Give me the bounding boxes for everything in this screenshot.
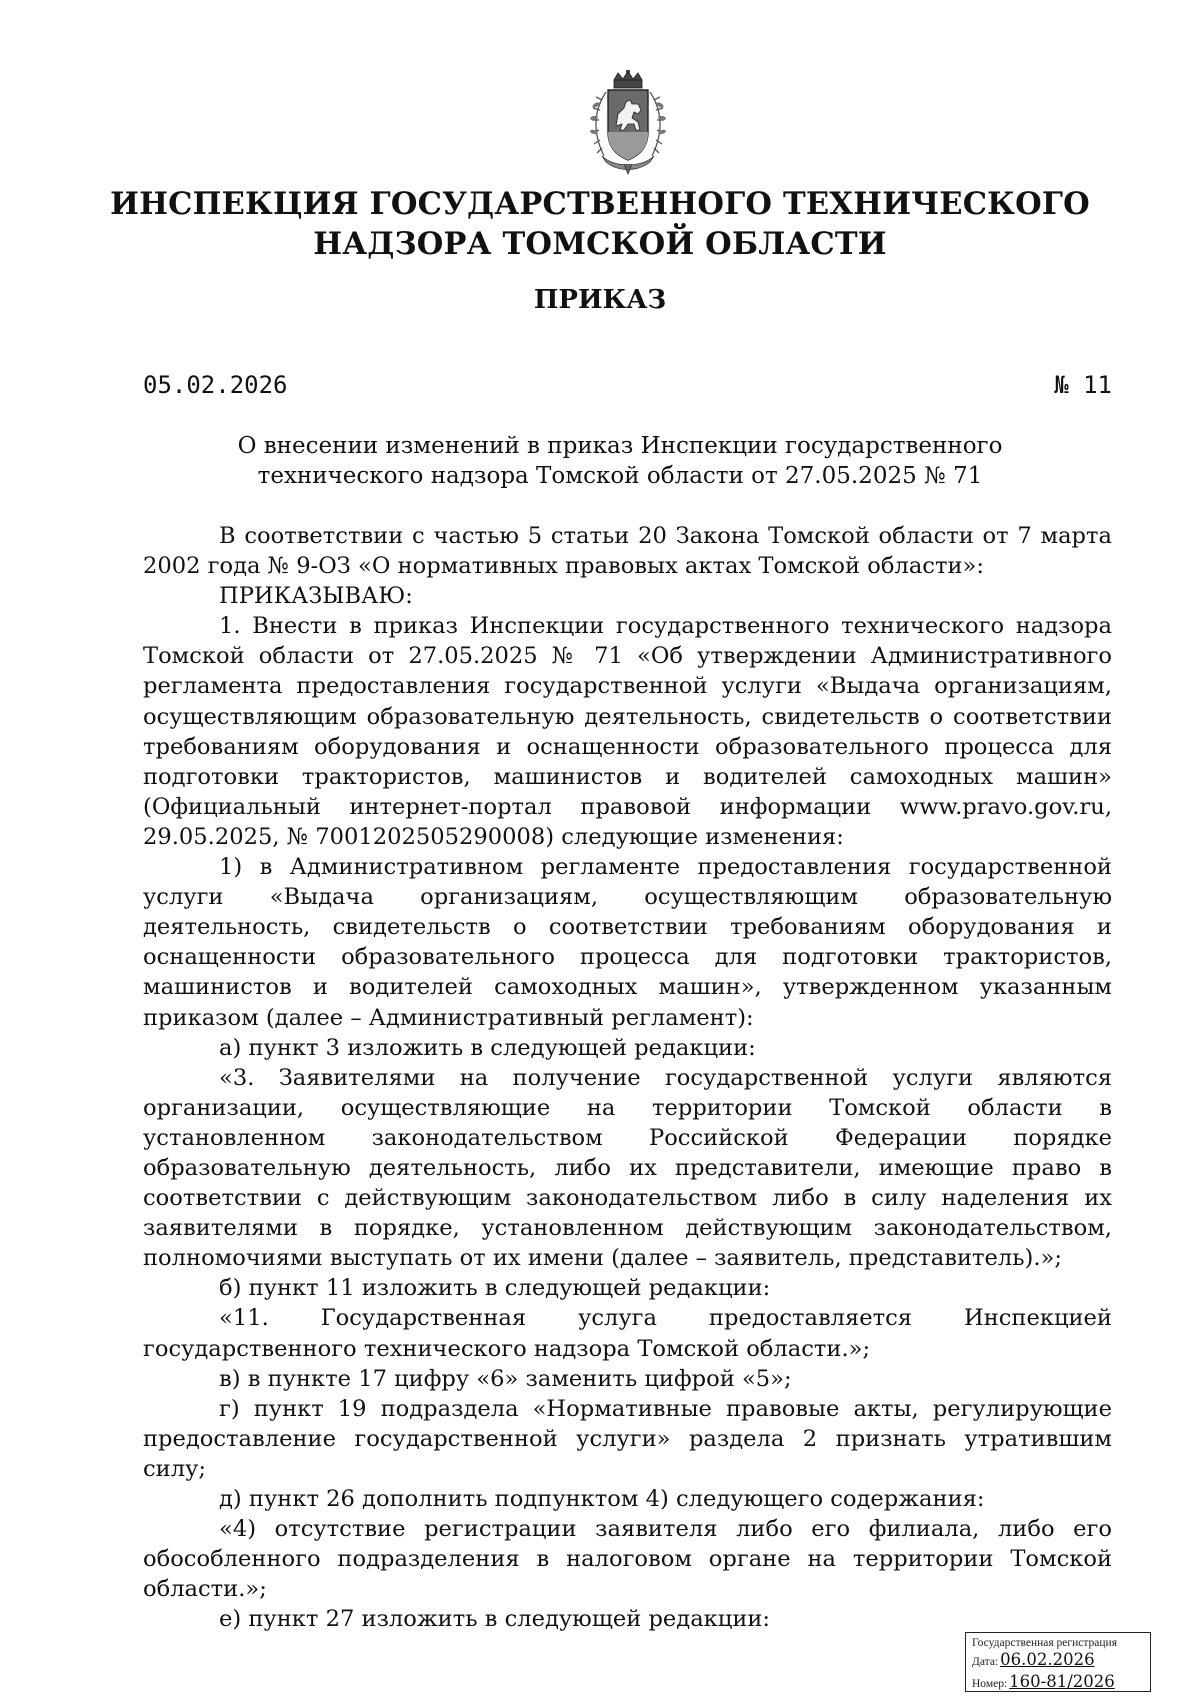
document-subject: О внесении изменений в приказ Инспекции государственного технического надзора Томской области от 27.05.2025 № 71 (237, 433, 1003, 489)
registration-stamp (965, 1632, 1151, 1692)
body-paragraph: е) пункт 27 изложить в следующей редакции: (219, 1606, 771, 1633)
registration-number-value: 160-81/2026 (1009, 1672, 1115, 1691)
body-paragraph: «11. Государственная услуга предоставляется Инспекцией государственного технического надзора Томской области.»; (143, 1305, 1112, 1362)
body-paragraph: «3. Заявителями на получение государственной услуги являются организации, осуществляющие на территории Томской области в установленном законодательством Российской Федерации порядке образовательную деятельность, либо их представители, имеющие право в соответствии с действующим законодательством либо в силу наделения их заявителями в порядке, установленном действующим законодательством, полномочиями выступать от их имени (далее – заявитель, представитель).»; (143, 1064, 1112, 1272)
registration-number-label: Номер: (972, 1678, 1008, 1690)
body-paragraph: ПРИКАЗЫВАЮ: (219, 583, 413, 610)
document-body (143, 521, 1112, 1634)
registration-number-row (972, 1672, 1150, 1694)
body-paragraph: В соответствии с частью 5 статьи 20 Закона Томской области от 7 марта 2002 года № 9-ОЗ «О нормативных правовых актах Томской области»: (143, 523, 1112, 580)
body-paragraph: в) в пункте 17 цифру «6» заменить цифрой «5»; (219, 1365, 792, 1392)
body-paragraph: г) пункт 19 подраздела «Нормативные правовые акты, регулирующие предоставление государственной услуги» раздела 2 признать утратившим силу; (143, 1395, 1112, 1482)
organization-title-line-2: НАДЗОРА ТОМСКОЙ ОБЛАСТИ (313, 226, 887, 262)
document-number: № 11 (1054, 371, 1112, 399)
date-number-line (143, 370, 1112, 400)
organization-title (100, 184, 1100, 264)
registration-date-label: Дата: (972, 1656, 999, 1668)
registration-date-row (972, 1650, 1150, 1672)
registration-date-value: 06.02.2026 (1000, 1650, 1095, 1669)
body-paragraph: д) пункт 26 дополнить подпунктом 4) следующего содержания: (219, 1486, 985, 1512)
body-paragraph: б) пункт 11 изложить в следующей редакции: (219, 1275, 771, 1302)
body-paragraph: 1) в Административном регламенте предоставления государственной услуги «Выдача организациям, осуществляющим образовательную деятельность, свидетельств о соответствии требованиям оборудования и оснащенности образовательного процесса для подготовки трактористов, машинистов и водителей самоходных машин», утвержденном указанным приказом (далее – Административный регламент): (143, 854, 1112, 1031)
body-paragraph: а) пункт 3 изложить в следующей редакции: (219, 1034, 756, 1061)
body-paragraph: 1. Внести в приказ Инспекции государственного технического надзора Томской области от 27.05.2025 № 71 «Об утверждении Административного регламента предоставления государственной услуги «Выдача организациям, осуществляющим образовательную деятельность, свидетельств о соответствии требованиям оборудования и оснащенности образовательного процесса для подготовки трактористов, машинистов и водителей самоходных машин» (Официальный интернет-портал правовой информации www.pravo.gov.ru, 29.05.2025, № 7001202505290008) следующие изменения: (143, 613, 1112, 850)
registration-caption: Государственная регистрация (972, 1637, 1117, 1649)
organization-title-line-1: ИНСПЕКЦИЯ ГОСУДАРСТВЕННОГО ТЕХНИЧЕСКОГО (110, 186, 1090, 222)
document-date: 05.02.2026 (143, 371, 288, 399)
body-paragraph: «4) отсутствие регистрации заявителя либо его филиала, либо его обособленного подразделения в налоговом органе на территории Томской области.»; (143, 1516, 1112, 1603)
tomsk-region-coat-of-arms-icon (568, 70, 688, 178)
document-type: ПРИКАЗ (533, 285, 667, 315)
